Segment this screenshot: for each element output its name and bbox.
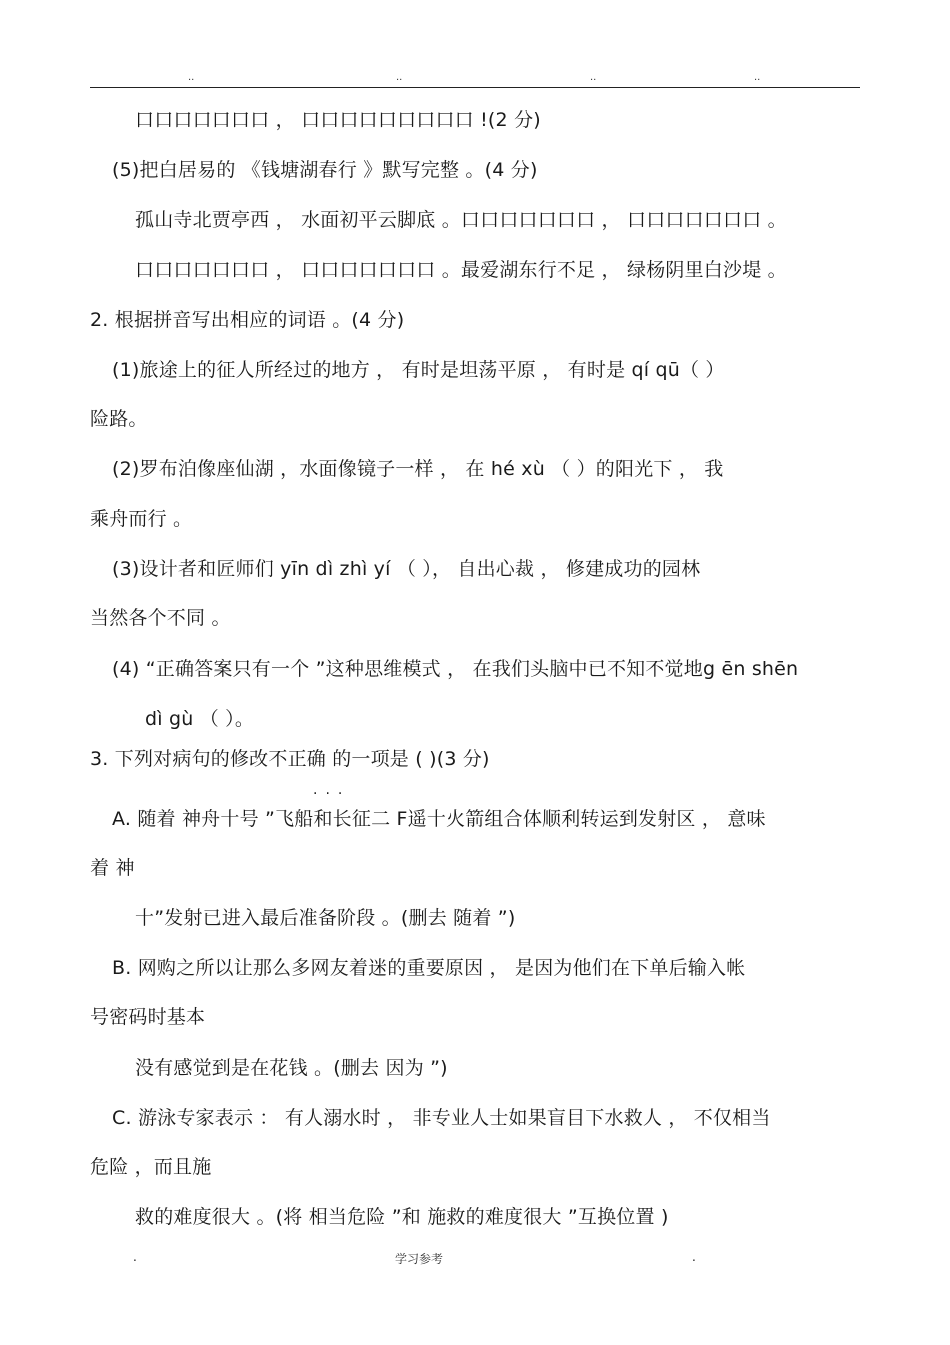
header-dot: .. (754, 72, 761, 83)
line-q2-1-cont: 险路。 (90, 408, 148, 430)
line-option-b-cont: 号密码时基本 (90, 1006, 206, 1028)
emphasis-dots: ... (313, 782, 351, 798)
line-poem-verse-2: 口口口口口口口 ， 口口口口口口口 。最爱湖东行不足 ， 绿杨阴里白沙堤 。 (135, 259, 787, 281)
line-option-a-cont: 着 神 (90, 857, 135, 879)
line-option-c-fix: 救的难度很大 。(将 相当危险 ”和 施救的难度很大 ”互换位置 ) (135, 1206, 669, 1228)
header-dot: .. (590, 72, 597, 83)
line-q2-3: (3)设计者和匠师们 yīn dì zhì yí （ ）， 自出心裁 ， 修建成功的园林 (112, 558, 701, 580)
line-option-b-fix: 没有感觉到是在花钱 。(删去 因为 ”) (135, 1057, 448, 1079)
footer-dot-left: . (133, 1250, 137, 1264)
page-header-dots (90, 72, 860, 84)
page-footer (0, 1250, 950, 1270)
line-q5-prompt: (5)把白居易的 《钱塘湖春行 》默写完整 。(4 分) (112, 159, 538, 181)
line-q2-4-cont: dì gù （ ）。 (145, 708, 255, 730)
line-option-c-cont: 危险 ，而且施 (90, 1156, 212, 1178)
line-poem-blank-1: 口口口口口口口 ， 口口口口口口口口口 !(2 分) (135, 109, 541, 131)
line-q3-heading: 3. 下列对病句的修改不正确 的一项是 ( )(3 分) (90, 748, 490, 770)
line-q2-2-cont: 乘舟而行 。 (90, 508, 193, 530)
line-q2-1: (1)旅途上的征人所经过的地方 ， 有时是坦荡平原 ， 有时是 qí qū（ ） (112, 359, 725, 381)
line-option-a: A. 随着 神舟十号 ”飞船和长征二 F遥十火箭组合体顺利转运到发射区 ， 意味 (112, 808, 766, 830)
line-q2-4: (4) “正确答案只有一个 ”这种思维模式 ， 在我们头脑中已不知不觉地g ēn shēn (112, 658, 799, 680)
line-option-c: C. 游泳专家表示 ： 有人溺水时 ， 非专业人士如果盲目下水救人 ， 不仅相当 (112, 1107, 771, 1129)
footer-dot-right: . (692, 1250, 696, 1264)
header-rule (90, 87, 860, 88)
line-option-b: B. 网购之所以让那么多网友着迷的重要原因 ， 是因为他们在下单后输入帐 (112, 957, 746, 979)
line-poem-verse-1: 孤山寺北贾亭西 ， 水面初平云脚底 。口口口口口口口 ， 口口口口口口口 。 (135, 209, 787, 231)
line-q2-2: (2)罗布泊像座仙湖 ，水面像镜子一样 ， 在 hé xù （ ）的阳光下 ， 我 (112, 458, 724, 480)
footer-text: 学习参考 (395, 1252, 444, 1266)
line-q2-3-cont: 当然各个不同 。 (90, 607, 231, 629)
line-q2-heading: 2. 根据拼音写出相应的词语 。(4 分) (90, 309, 405, 331)
header-dot: .. (188, 72, 195, 83)
line-option-a-fix: 十”发射已进入最后准备阶段 。(删去 随着 ”) (135, 907, 516, 929)
header-dot: .. (396, 72, 403, 83)
